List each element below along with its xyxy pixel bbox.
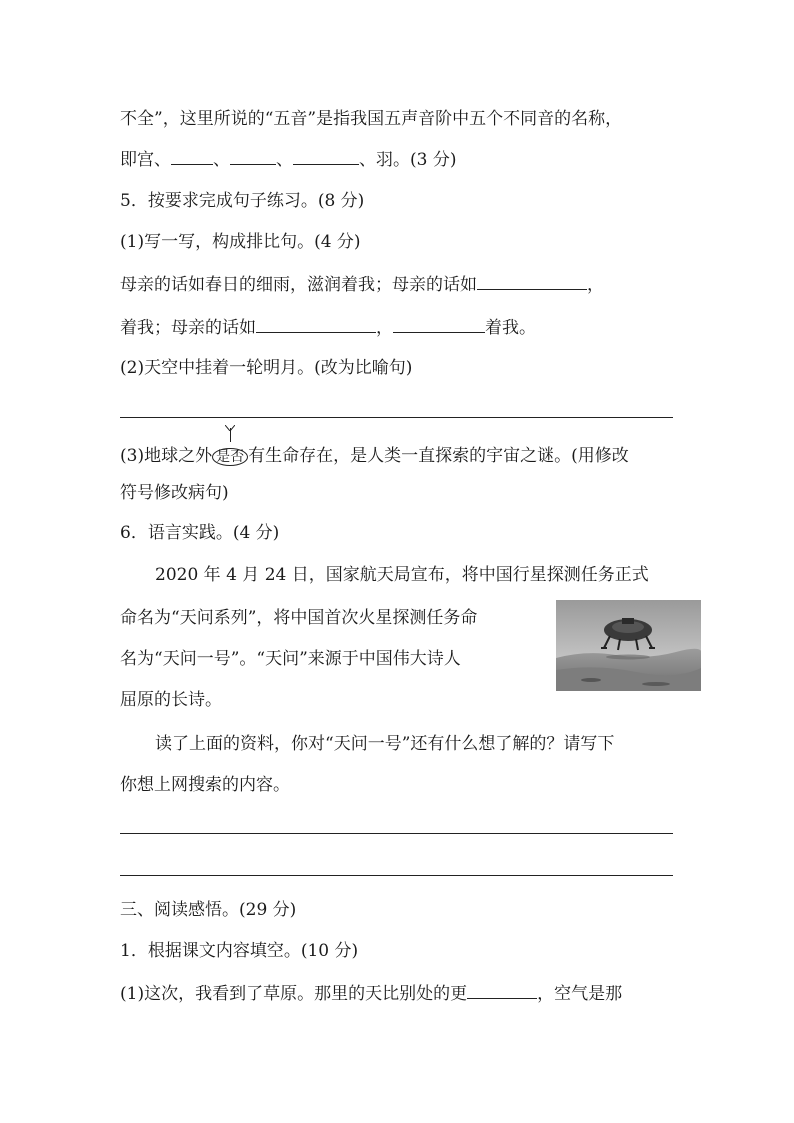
q6-para1-line-1: 2020 年 4 月 24 日，国家航天局宣布，将中国行星探测任务正式 [155,565,649,585]
q5-sub1-line-1-end: ， [587,275,604,295]
q4-separator-2: 、 [276,150,293,170]
q5-sub1-heading: (1)写一写，构成排比句。(4 分) [120,232,361,252]
answer-blank-7[interactable] [467,982,537,999]
q5-sub2-heading: (2)天空中挂着一轮明月。(改为比喻句) [120,358,413,378]
q5-sub1-line-1 [120,273,604,296]
q5-heading: 5．按要求完成句子练习。(8 分) [120,191,365,211]
answer-line-q6-1[interactable] [120,833,673,834]
section3-q1-line-1-end: ，空气是那 [537,984,623,1004]
q5-sub3-after: 有生命存在，是人类一直探索的宇宙之谜。(用修改 [248,446,629,466]
q6-heading: 6．语言实践。(4 分) [120,523,280,543]
q4-separator-1: 、 [213,150,230,170]
q4-line-2-start: 即宫、 [120,150,171,170]
answer-blank-5[interactable] [256,316,376,333]
q5-sub1-line-2-mid: ， [376,318,393,338]
correction-mark-stem [230,428,231,442]
section3-heading: 三、阅读感悟。(29 分) [120,900,297,920]
q6-para1-line-4: 屈原的长诗。 [120,690,222,710]
q6-para2-line-1: 读了上面的资料，你对“天问一号”还有什么想了解的？请写下 [155,734,615,754]
answer-blank-3[interactable] [293,148,359,165]
mars-lander-photo [556,600,701,691]
q5-sub1-line-2 [120,316,536,339]
section3-q1-heading: 1．根据课文内容填空。(10 分) [120,941,359,961]
q6-para1-line-2: 命名为“天问系列”，将中国首次火星探测任务命 [120,608,478,628]
q5-sub1-line-2-end: 着我。 [485,318,536,338]
answer-blank-4[interactable] [477,273,587,290]
answer-line-q5-sub2[interactable] [120,417,673,418]
section3-q1-line-1 [120,982,622,1005]
mars-lander-image [556,600,701,691]
answer-blank-1[interactable] [171,148,213,165]
correction-mark [212,445,248,467]
answer-blank-6[interactable] [393,316,485,333]
q4-line-2-end: 、羽。(3 分) [359,150,457,170]
q4-line-2 [120,148,456,171]
correction-mark-text: 是否 [212,448,248,466]
q6-para2-line-2: 你想上网搜索的内容。 [120,775,290,795]
q6-para1-line-3: 名为“天问一号”。“天问”来源于中国伟大诗人 [120,649,461,669]
q5-sub1-line-1-text: 母亲的话如春日的细雨，滋润着我；母亲的话如 [120,275,477,295]
section3-q1-line-1-text: (1)这次，我看到了草原。那里的天比别处的更 [120,984,468,1004]
q5-sub3-before: (3)地球之外 [120,446,213,466]
q4-line-1: 不全”，这里所说的“五音”是指我国五声音阶中五个不同音的名称， [120,109,623,129]
q5-sub3-line-2: 符号修改病句) [120,483,229,503]
q5-sub3-line-1 [120,445,629,467]
answer-line-q6-2[interactable] [120,875,673,876]
answer-blank-2[interactable] [230,148,276,165]
q5-sub1-line-2-start: 着我；母亲的话如 [120,318,256,338]
